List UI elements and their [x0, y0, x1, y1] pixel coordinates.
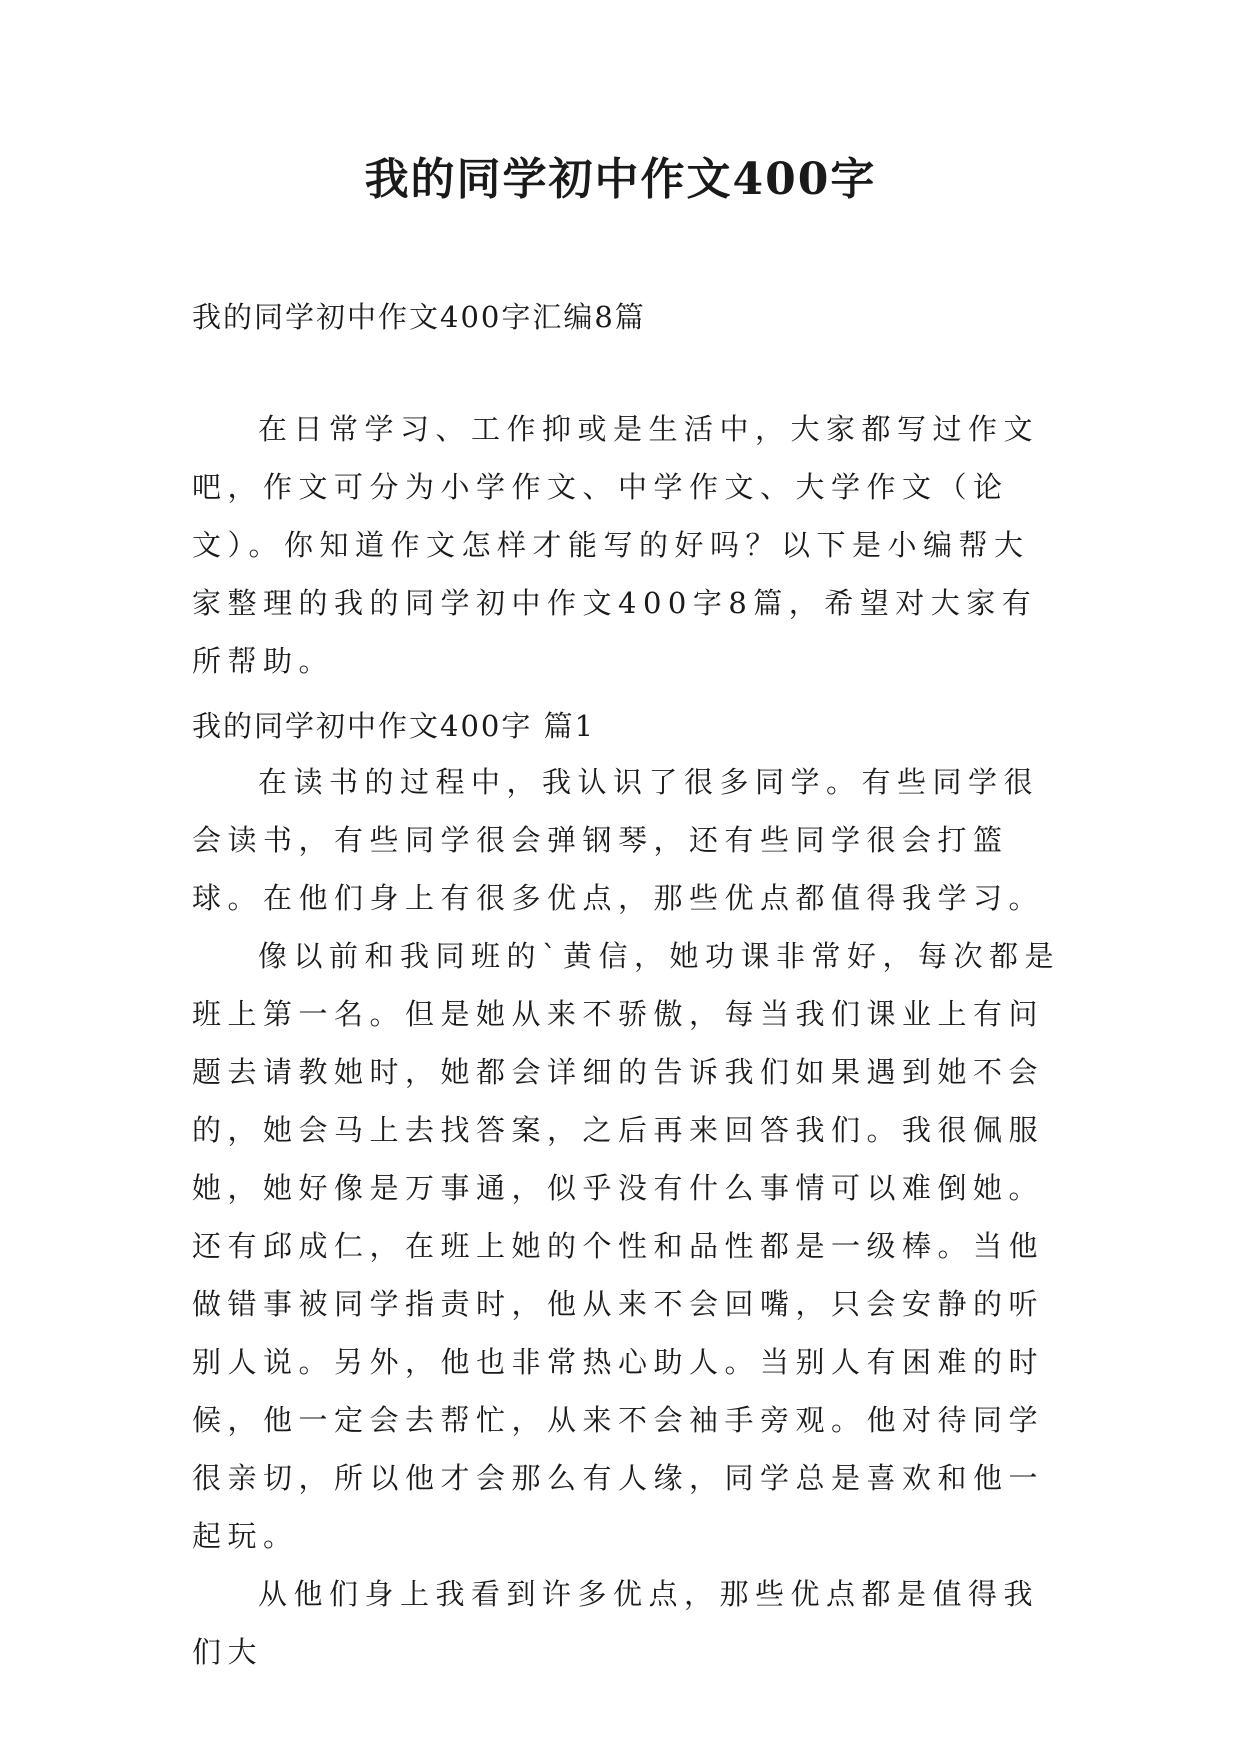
body-paragraph: 在读书的过程中，我认识了很多同学。有些同学很会读书，有些同学很会弹钢琴，还有些同学很会打篮球。在他们身上有很多优点，那些优点都值得我学习。: [192, 765, 1045, 915]
intro-paragraph: 在日常学习、工作抑或是生活中，大家都写过作文吧，作文可分为小学作文、中学作文、大学作文（论文）。你知道作文怎样才能写的好吗？以下是小编帮大家整理的我的同学初中作文400字8篇，希望对大家有所帮助。: [192, 412, 1040, 678]
page-title: 我的同学初中作文400字: [364, 154, 877, 205]
body-paragraph: 像以前和我同班的`黄信，她功课非常好，每次都是班上第一名。但是她从来不骄傲，每当我们课业上有问题去请教她时，她都会详细的告诉我们如果遇到她不会的，她会马上去找答案，之后再来回答我们。我很佩服她，她好像是万事通，似乎没有什么事情可以难倒她。还有邱成仁，在班上她的个性和品性都是一级棒。当他做错事被同学指责时，他从来不会回嘴，只会安静的听别人说。另外，他也非常热心助人。当别人有困难的时候，他一定会去帮忙，从来不会袖手旁观。他对待同学很亲切，所以他才会那么有人缘，同学总是喜欢和他一起玩。: [192, 939, 1061, 1553]
document-subtitle: 我的同学初中作文400字汇编8篇: [192, 300, 646, 334]
section-heading: 我的同学初中作文400字 篇1: [192, 709, 596, 743]
body-paragraph: 从他们身上我看到许多优点，那些优点都是值得我们大: [192, 1577, 1040, 1669]
essay-body: [192, 753, 1064, 1681]
